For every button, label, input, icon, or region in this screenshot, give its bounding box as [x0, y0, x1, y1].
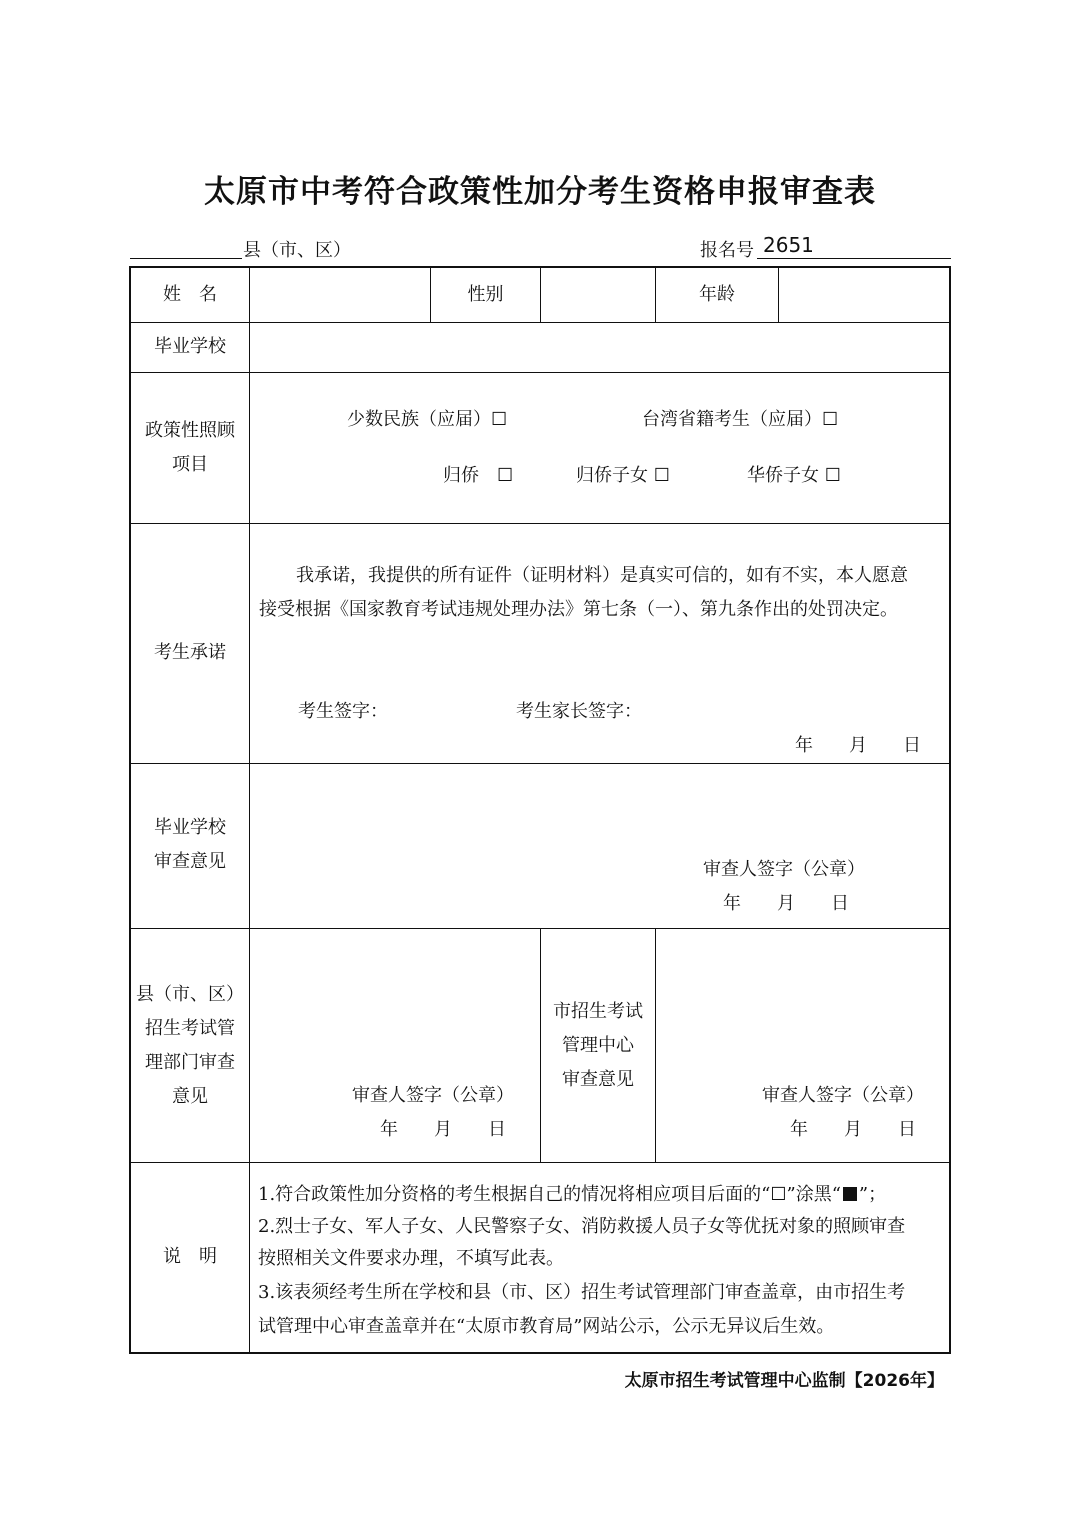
footer-issuer: 太原市招生考试管理中心监制【2026年】: [624, 1371, 944, 1391]
note-3b: 试管理中心审查盖章并在“太原市教育局”网站公示，公示无异议后生效。: [258, 1316, 835, 1337]
overseas-children-checkbox[interactable]: 华侨子女 ☐: [747, 465, 841, 486]
pledge-date: 年 月 日: [795, 735, 921, 756]
gender-label: 性别: [467, 284, 504, 305]
filled-square-icon: [843, 1187, 857, 1201]
city-review-label-line2: 管理中心: [562, 1035, 634, 1056]
school-field[interactable]: [252, 330, 946, 364]
note-3a: 3.该表须经考生所在学校和县（市、区）招生考试管理部门审查盖章，由市招生考: [258, 1282, 906, 1303]
reg-number-underline: [757, 258, 951, 259]
policy-label-line1: 政策性照顾: [145, 420, 235, 441]
student-signature-label: 考生签字：: [298, 701, 388, 722]
county-review-signer: 审查人签字（公章）: [352, 1085, 514, 1106]
school-label: 毕业学校: [154, 336, 226, 357]
notes-label: 说 明: [163, 1246, 217, 1267]
returned-children-checkbox[interactable]: 归侨子女 ☐: [576, 465, 670, 486]
county-review-date: 年 月 日: [380, 1119, 506, 1140]
city-review-signer: 审查人签字（公章）: [762, 1085, 924, 1106]
gender-field[interactable]: [543, 280, 653, 310]
school-review-label-line2: 审查意见: [154, 851, 226, 872]
policy-label-line2: 项目: [172, 454, 208, 475]
name-label: 姓 名: [163, 284, 217, 305]
note-1-text: 1.符合政策性加分资格的考生根据自己的情况将相应项目后面的“☐”涂黑“: [258, 1184, 841, 1205]
age-label: 年龄: [699, 284, 735, 305]
name-field[interactable]: [252, 280, 428, 310]
note-2b: 按照相关文件要求办理，不填写此表。: [258, 1248, 564, 1269]
taiwan-checkbox[interactable]: 台湾省籍考生（应届）☐: [642, 409, 839, 430]
city-review-label-line3: 审查意见: [562, 1069, 634, 1090]
note-1-end: ”；: [858, 1184, 887, 1205]
school-review-label-line1: 毕业学校: [154, 817, 226, 838]
returned-overseas-checkbox[interactable]: 归侨 ☐: [443, 465, 514, 486]
county-review-label-line3: 理部门审查: [145, 1052, 235, 1073]
pledge-text-line2: 接受根据《国家教育考试违规处理办法》第七条（一）、第九条作出的处罚决定。: [259, 599, 898, 620]
reg-number-value: 2651: [763, 233, 814, 257]
county-review-label-line1: 县（市、区）: [136, 984, 244, 1005]
school-review-date: 年 月 日: [723, 893, 849, 914]
county-underline: [130, 258, 242, 259]
pledge-text-line1: 我承诺，我提供的所有证件（证明材料）是真实可信的，如有不实，本人愿意: [296, 565, 908, 586]
county-label: 县（市、区）: [243, 240, 351, 261]
city-review-date: 年 月 日: [790, 1119, 916, 1140]
age-field[interactable]: [781, 280, 947, 310]
school-review-signer: 审查人签字（公章）: [703, 859, 865, 880]
county-review-label-line2: 招生考试管: [145, 1018, 235, 1039]
page-title: 太原市中考符合政策性加分考生资格申报审查表: [204, 174, 876, 210]
reg-number-label: 报名号: [700, 240, 754, 261]
parent-signature-label: 考生家长签字：: [516, 701, 642, 722]
note-2a: 2.烈士子女、军人子女、人民警察子女、消防救援人员子女等优抚对象的照顾审查: [258, 1216, 906, 1237]
city-review-label-line1: 市招生考试: [553, 1001, 643, 1022]
minority-checkbox[interactable]: 少数民族（应届）☐: [347, 409, 508, 430]
pledge-label: 考生承诺: [154, 642, 226, 663]
note-1: [258, 1178, 886, 1212]
county-review-label-line4: 意见: [172, 1086, 208, 1107]
